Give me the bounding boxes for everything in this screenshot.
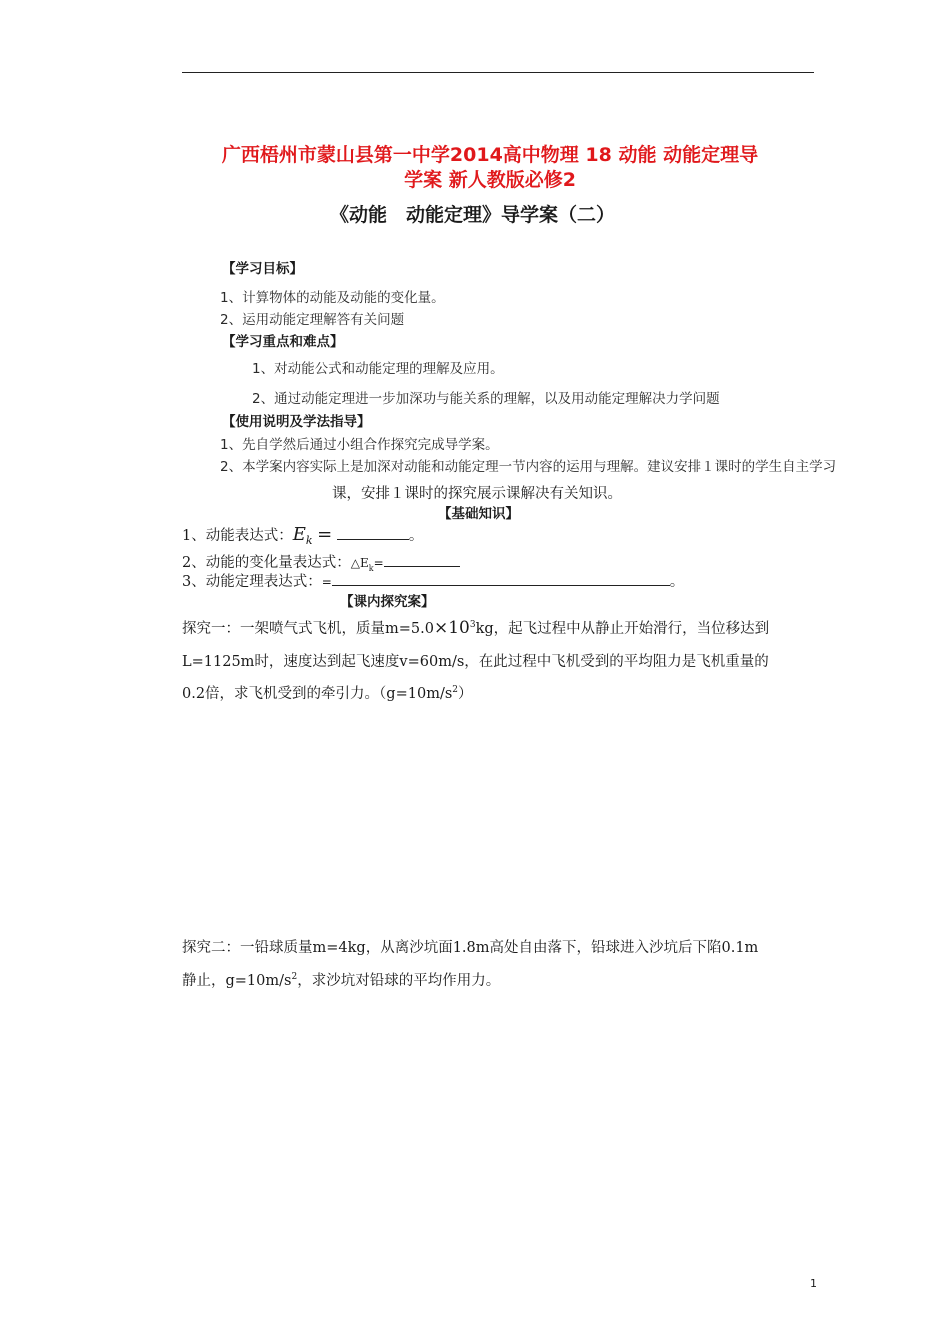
q2-sub: k — [368, 563, 374, 573]
goal-item-1: 1、计算物体的动能及动能的变化量。 — [220, 290, 445, 306]
goals-heading: 【学习目标】 — [222, 261, 303, 277]
q2-blank[interactable] — [384, 552, 460, 567]
q1-suffix: 。 — [408, 528, 424, 544]
goal-item-2: 2、运用动能定理解答有关问题 — [220, 312, 405, 328]
q3-blank[interactable] — [332, 571, 670, 586]
problem-2-line-1: 探究二：一铅球质量m=4kg，从离沙坑面1.8m高处自由落下，铅球进入沙坑后下陷0.1m — [182, 940, 759, 956]
focus-item-1: 1、对动能公式和动能定理的理解及应用。 — [252, 361, 504, 377]
q3-eq: = — [321, 575, 332, 589]
usage-continuation: 课，安排１课时的探究展示课解决有关知识。 — [332, 486, 622, 502]
p1-line3-exponent: 2 — [452, 685, 459, 696]
q1-subscript: k — [305, 533, 313, 547]
q1-equals: = — [317, 524, 333, 545]
problem-1-line-1 — [182, 617, 769, 638]
p1-line3-a: 0.2倍，求飞机受到的牵引力。（g=10m/s — [182, 686, 453, 702]
q3-prefix: 3、动能定理表达式： — [182, 574, 322, 590]
q1-symbol: E — [292, 524, 306, 545]
document-title-line2: 学案 新人教版必修2 — [404, 169, 576, 191]
basics-question-1 — [182, 524, 423, 547]
usage-item-2: 2、本学案内容实际上是加深对动能和动能定理一节内容的运用与理解。建议安排１课时的学生自主学习 — [220, 459, 837, 475]
problem-2-line-2 — [182, 969, 500, 990]
basics-question-3 — [182, 570, 684, 591]
p1-exponent: 3 — [469, 620, 476, 631]
document-title-line1: 广西梧州市蒙山县第一中学2014高中物理 18 动能 动能定理导 — [221, 144, 759, 166]
problem-1-line-2: L=1125m时，速度达到起飞速度v=60m/s，在此过程中飞机受到的平均阻力是飞机重量的 — [182, 654, 769, 670]
q2-prefix: 2、动能的变化量表达式： — [182, 555, 351, 571]
focus-heading: 【学习重点和难点】 — [222, 334, 344, 350]
p1-line3-b: ） — [458, 686, 473, 702]
q2-expr: △E — [350, 556, 369, 570]
problem-1-line-3 — [182, 682, 473, 703]
header-rule — [182, 72, 814, 73]
document-subtitle: 《动能 动能定理》导学案（二） — [330, 204, 616, 226]
p2-line2-b: ，求沙坑对铅球的平均作用力。 — [297, 973, 501, 989]
p1-text-b: kg，起飞过程中从静止开始滑行，当位移达到 — [475, 621, 770, 637]
usage-heading: 【使用说明及学法指导】 — [222, 414, 371, 430]
p1-times: ×10 — [433, 618, 470, 638]
q1-blank[interactable] — [337, 525, 409, 540]
basics-heading: 【基础知识】 — [438, 506, 519, 522]
page-number: 1 — [810, 1277, 817, 1290]
p1-text-a: 探究一：一架喷气式飞机，质量m=5.0 — [182, 621, 434, 637]
q2-eq: = — [373, 556, 384, 570]
p2-line2-a: 静止，g=10m/s — [182, 973, 292, 989]
q3-suffix: 。 — [669, 574, 685, 590]
usage-item-1: 1、先自学然后通过小组合作探究完成导学案。 — [220, 437, 499, 453]
explore-heading: 【课内探究案】 — [340, 594, 435, 610]
focus-item-2: 2、通过动能定理进一步加深功与能关系的理解，以及用动能定理解决力学问题 — [252, 391, 720, 407]
p2-line2-exponent: 2 — [291, 972, 298, 983]
q1-prefix: 1、动能表达式： — [182, 528, 293, 544]
